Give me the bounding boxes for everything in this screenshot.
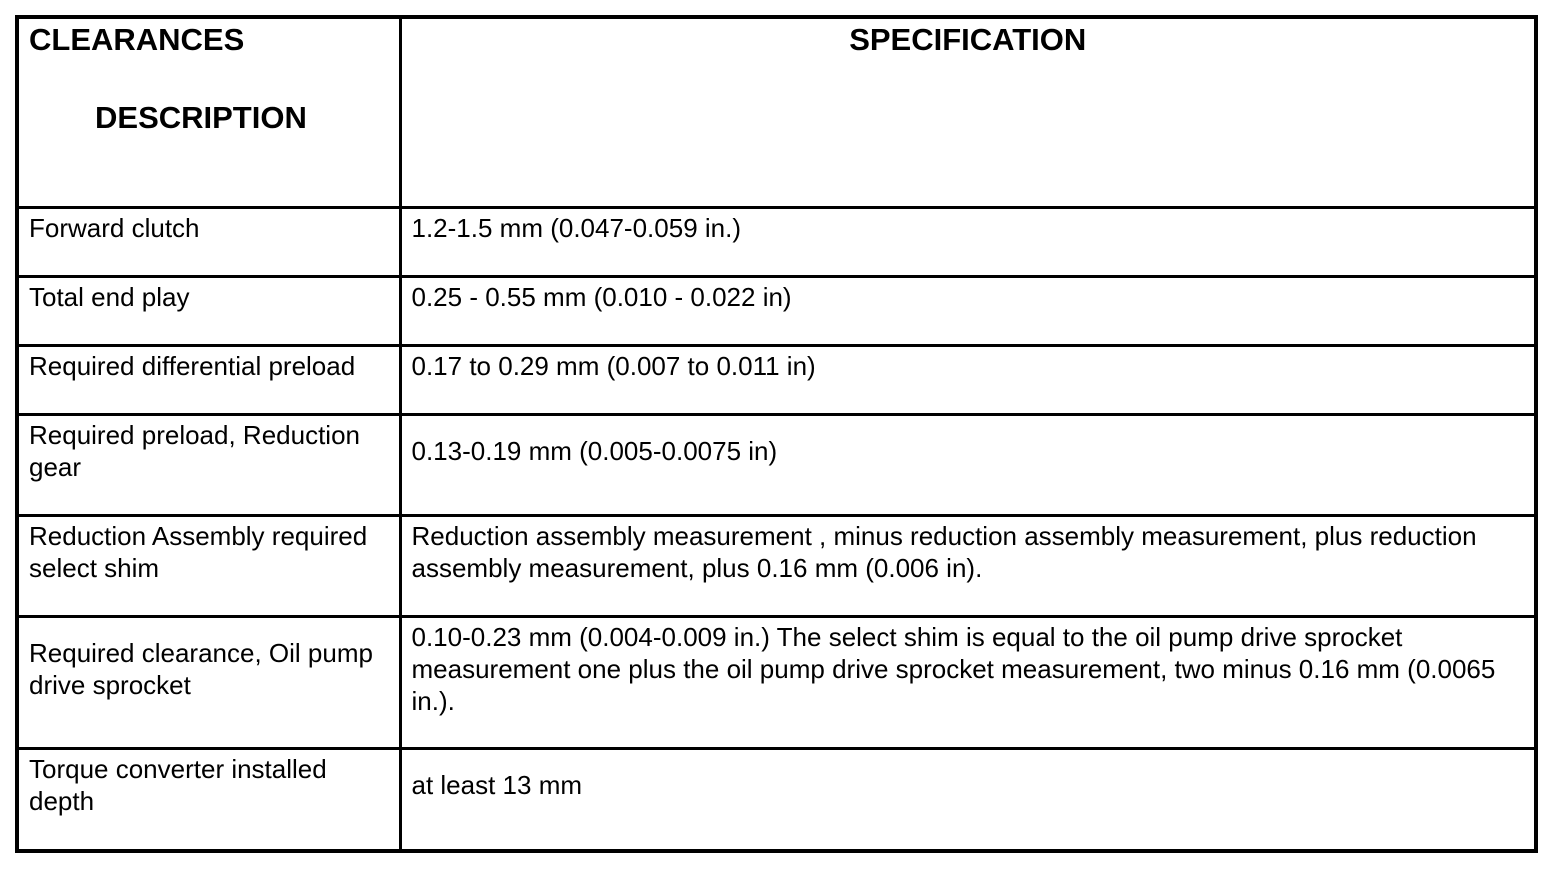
table-row xyxy=(17,276,1536,345)
header-description-cell xyxy=(17,17,400,207)
table-header-row xyxy=(17,17,1536,207)
row-specification: Reduction assembly measurement , minus reduction assembly measurement, plus reduction assembly measurement, plus 0.16 mm (0.006 in). xyxy=(400,515,1536,616)
table-row xyxy=(17,616,1536,748)
clearances-specification-table xyxy=(15,15,1538,853)
table-row xyxy=(17,515,1536,616)
row-description: Forward clutch xyxy=(17,207,400,276)
row-specification: 0.25 - 0.55 mm (0.010 - 0.022 in) xyxy=(400,276,1536,345)
table-row xyxy=(17,748,1536,851)
row-description: Torque converter installed depth xyxy=(17,748,400,851)
row-specification: 1.2-1.5 mm (0.047-0.059 in.) xyxy=(400,207,1536,276)
row-description: Required differential preload xyxy=(17,345,400,414)
table-row xyxy=(17,207,1536,276)
row-description: Required preload, Reduction gear xyxy=(17,414,400,515)
table-row xyxy=(17,345,1536,414)
row-specification: 0.10-0.23 mm (0.004-0.009 in.) The select shim is equal to the oil pump drive sprocket measurement one plus the oil pump drive sprocket measurement, two minus 0.16 mm (0.0065 in.). xyxy=(400,616,1536,748)
row-specification: 0.17 to 0.29 mm (0.007 to 0.011 in) xyxy=(400,345,1536,414)
row-specification: 0.13-0.19 mm (0.005-0.0075 in) xyxy=(400,414,1536,515)
row-description: Required clearance, Oil pump drive sprocket xyxy=(17,616,400,748)
header-specification-label: SPECIFICATION xyxy=(400,17,1536,207)
row-specification: at least 13 mm xyxy=(400,748,1536,851)
header-description-label: DESCRIPTION xyxy=(95,100,307,135)
row-description: Total end play xyxy=(17,276,400,345)
row-description: Reduction Assembly required select shim xyxy=(17,515,400,616)
table-row xyxy=(17,414,1536,515)
header-clearances-label: CLEARANCES xyxy=(29,22,245,57)
